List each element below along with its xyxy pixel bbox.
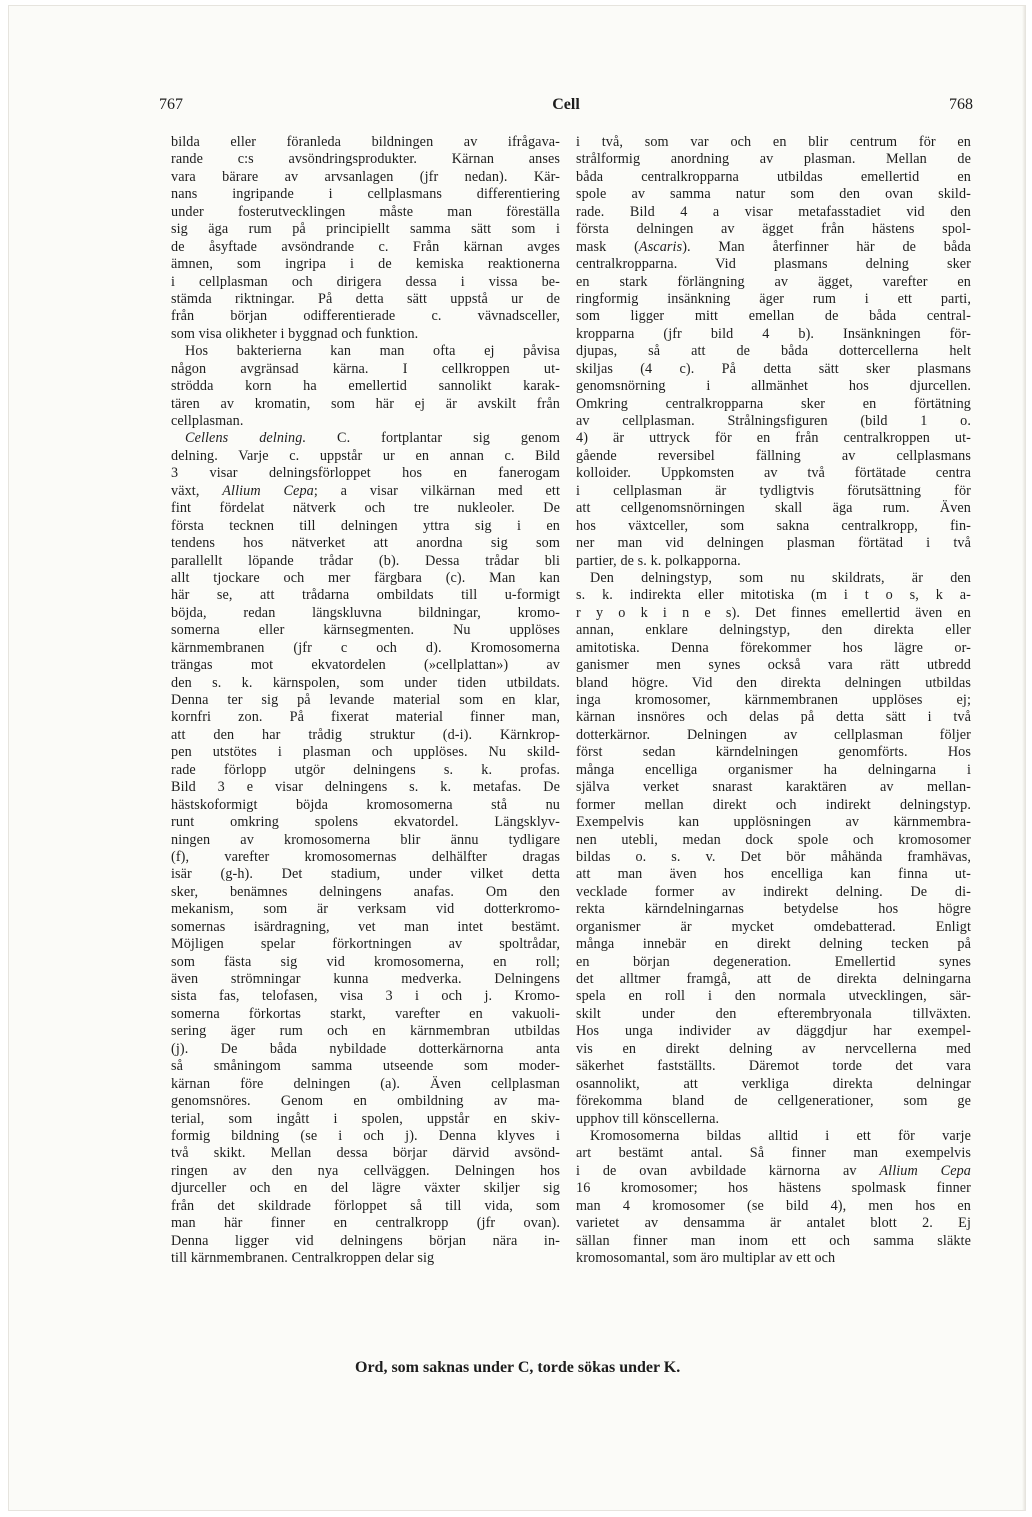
page-header — [159, 96, 973, 120]
text-line: Hos unga individer av däggdjur har exempel- — [576, 1023, 971, 1040]
text-line: kärnan före delningen (a). Även cellplasman — [171, 1075, 560, 1092]
text-line: amitotiska. Denna förekommer hos lägre or- — [576, 639, 971, 656]
text-line: genomsnörning i allmänhet hos djurcellen. — [576, 378, 971, 395]
text-line: själva verket snarast karaktären av mellan- — [576, 779, 971, 796]
text-line: ämnen, som ingripa i de kemiska reaktionerna — [171, 256, 560, 273]
text-line: r y o k i n e s). Det finnes emellertid även en — [576, 604, 971, 621]
text-line: fint fördelat nätverk och tre nukleoler. De — [171, 500, 560, 517]
text-line: ringen av den nya cellväggen. Delningen hos — [171, 1162, 560, 1179]
text-line: till kärnmembranen. Centralkroppen delar sig — [171, 1250, 435, 1266]
text-line: upphov till könscellerna. — [576, 1110, 720, 1127]
text-line: Kromosomerna bildas alltid i ett för varje — [590, 1127, 971, 1144]
text-line: Denna ter sig på levande material som en klar, — [171, 692, 560, 708]
text-line: sig äga rum på principiellt samma sätt som i — [171, 221, 560, 238]
text-line: Denna ligger vid delningens början nära in- — [171, 1232, 560, 1249]
text-line: Bild 3 e visar delningens s. k. metafas. De — [171, 779, 560, 796]
text-line: en början degeneration. Emellertid synes — [576, 953, 971, 970]
text-line: att den har trådig struktur (d-i). Kärnkrop- — [171, 726, 560, 743]
text-line: säkerhet fastställts. Däremot torde det vara — [576, 1058, 971, 1075]
text-line: som fästa sig vid kromosomerna, en roll; — [171, 953, 560, 970]
text-line: organismer är mycket omdebatterad. Enligt — [576, 918, 971, 935]
text-line: så småningom samma utseende som moder- — [171, 1058, 560, 1075]
text-line: Cellens delning. C. fortplantar sig genom — [185, 430, 560, 447]
text-line: som visa olikheter i byggnad och funktion. — [171, 325, 419, 342]
text-line: formig bildning (se i och j). Denna klyves i — [171, 1127, 560, 1144]
text-line: Omkring centralkropparna sker en förtätning — [576, 395, 971, 412]
right-text-column — [576, 134, 971, 1267]
text-line: vara bärare av arvsanlagen (jfr nedan). Kär- — [171, 168, 560, 185]
text-line: somerna förkortas starkt, varefter en vakuoli- — [171, 1005, 560, 1022]
text-line: rade. Bild 4 a visar metafasstadiet vid den — [576, 203, 971, 220]
text-line: vis en direkt delning av nervcellerna med — [576, 1040, 971, 1057]
left-text-column — [171, 134, 560, 1267]
text-line: hästskoformigt böjda kromosomerna stå nu — [171, 796, 560, 813]
text-line: 16 kromosomer; hos hästens spolmask finner — [576, 1180, 971, 1197]
text-line: ganismer men synes också vara rätt utbredd — [576, 657, 971, 674]
text-line: sällan finner man inom ett och samma släkte — [576, 1232, 971, 1249]
text-line: pen utstötes i plasman och upplöses. Nu skild- — [171, 744, 560, 761]
text-line: annan, enklare delningstyp, den direkta eller — [576, 622, 971, 639]
text-line: Den delningstyp, som nu skildrats, är den — [590, 569, 971, 586]
text-line: växt, Allium Cepa; a visar vilkärnan med ett — [171, 482, 560, 499]
running-title: Cell — [552, 96, 580, 113]
text-line: i de ovan avbildade kärnorna av Allium Cepa — [576, 1162, 971, 1179]
text-line: sker, benämnes delningens anafas. Om den — [171, 883, 560, 900]
text-line: i cellplasman är tydligtvis förutsättning för — [576, 482, 971, 499]
text-line: terial, som ingått i spolen, uppstår en skiv- — [171, 1110, 560, 1127]
text-line: gående reversibel fällning av cellplasmans — [576, 447, 971, 464]
text-line: en stark förlängning av ägget, varefter en — [576, 273, 971, 290]
text-line: parallellt löpande trådar (b). Dessa trådar bli — [171, 552, 560, 569]
text-line: Exempelvis kan upplösningen av kärnmembra- — [576, 814, 971, 831]
text-line: strålformig anordning av plasman. Mellan de — [576, 151, 971, 168]
text-line: att man även hos encelliga kan finna ut- — [576, 866, 971, 883]
text-line: man här finner en centralkropp (jfr ovan). — [171, 1215, 560, 1232]
text-line: art bestämt antal. Så finner man exempelvis — [576, 1145, 971, 1162]
text-line: dotterkärnor. Delningen av cellplasman följer — [576, 726, 971, 743]
text-line: först sedan kärndelningen genomförts. Hos — [576, 744, 971, 761]
text-line: (f), varefter kromosomernas delhälfter dragas — [171, 848, 560, 865]
text-line: cellplasman. — [171, 413, 244, 429]
text-line: centralkropparna. Vid plasmans delning sker — [576, 256, 971, 273]
text-line: s. k. indirekta eller mitotiska (m i t o s, k a- — [576, 587, 971, 604]
footer-note: Ord, som saknas under C, torde sökas under K. — [355, 1359, 681, 1376]
text-line: första delningen av ägget från hästens spol- — [576, 221, 971, 238]
text-line: sering äger rum och en kärnmembran utbildas — [171, 1023, 560, 1040]
text-line: kromosomantal, som äro multiplar av ett och — [576, 1250, 836, 1266]
text-line: 4) är uttryck för en från centralkroppen ut- — [576, 430, 971, 447]
text-line: rande c:s avsöndringsprodukter. Kärnan anses — [171, 151, 560, 168]
text-line: det alltmer framgå, att de direkta delningarna — [576, 971, 971, 987]
text-line: kärnmembranen (jfr c och d). Kromosomerna — [171, 639, 560, 656]
text-line: kolloider. Uppkomsten av två förtätade centra — [576, 465, 971, 482]
text-line: tendens hos nätverket att anordna sig som — [171, 535, 560, 552]
text-line: skiljas (4 c). På detta sätt sker plasmans — [576, 360, 971, 377]
text-line: Hos bakterierna kan man ofta ej påvisa — [185, 343, 560, 360]
text-line: isär (g-h). Det stadium, under vilket detta — [171, 866, 560, 883]
text-line: (j). De båda nybildade dotterkärnorna anta — [171, 1040, 560, 1057]
text-line: inga kromosomer, kärnmembranen upplöses ej; — [576, 692, 971, 708]
text-line: mekanism, som är verksam vid dotterkromo- — [171, 901, 560, 918]
text-line: varietet av densamma är antalet blott 2. Ej — [576, 1215, 971, 1232]
text-line: spela en roll i den normala utvecklingen, sär- — [576, 988, 971, 1005]
text-line: här se, att trådarna ombildats till u-formigt — [171, 587, 560, 604]
text-line: vecklade former av indirekt delning. De di- — [576, 883, 971, 900]
text-line: Möjligen spelar förkortningen av spoltrådar, — [171, 936, 560, 953]
text-line: stämda riktningar. På detta sätt uppstå ur de — [171, 290, 560, 307]
text-line: nans ingripande i cellplasmans differentiering — [171, 186, 560, 203]
text-line: mask (Ascaris). Man återfinner här de båda — [576, 238, 971, 255]
text-line: under fosterutvecklingen måste man föreställa — [171, 203, 560, 220]
text-line: någon avgränsad kärna. I cellkroppen ut- — [171, 360, 560, 377]
text-line: spole av samma natur som den ovan skild- — [576, 186, 971, 203]
text-line: skilt under den efterembryonala tillväxten. — [576, 1005, 971, 1022]
text-line: böjda, redan längskluvna bildningar, kromo- — [171, 604, 560, 621]
text-line: sista fas, telofasen, visa 3 i och j. Kromo- — [171, 988, 560, 1005]
text-line: båda centralkropparna utbildas emellertid en — [576, 168, 971, 185]
text-line: genomsnöres. Genom en ombildning av ma- — [171, 1093, 560, 1110]
text-line: rekta kärndelningarnas betydelse hos högre — [576, 901, 971, 918]
text-line: ringformig insänkning äger rum i ett parti, — [576, 290, 971, 307]
text-line: många encelliga organismer ha delningarna i — [576, 761, 971, 778]
text-line: runt omkring spolens ekvatordel. Längsklyv- — [171, 814, 560, 831]
text-line: somernas isärdragning, vet man intet bestämt. — [171, 918, 560, 935]
text-line: de åsyftade avsöndrande c. Från kärnan avges — [171, 238, 560, 255]
text-line: ningen av kromosomerna blir ännu tydligare — [171, 831, 560, 848]
text-line: 3 visar delningsförloppet hos en fanerogam — [171, 465, 560, 482]
text-line: även strömningar kunna medverka. Delningens — [171, 971, 560, 987]
encyclopedia-page — [9, 6, 1025, 1510]
text-line: ner man vid delningen plasman förtätad i två — [576, 535, 971, 552]
page-number-right: 768 — [949, 96, 973, 113]
text-line: bland högre. Vid den direkta delningen utbildas — [576, 674, 971, 691]
text-line: kornfri zon. På fixerat material finner man, — [171, 709, 560, 726]
text-line: i cellplasman och dirigera dessa i vissa be- — [171, 273, 560, 290]
text-line: att cellgenomsnörningen skall äga rum. Även — [576, 500, 971, 517]
text-line: allt tjockare och mer färgbara (c). Man kan — [171, 569, 560, 586]
text-line: den s. k. kärnspolen, som under tiden utbildats. — [171, 674, 560, 691]
text-line: somerna eller kärnsegmenten. Nu upplöses — [171, 622, 560, 639]
text-line: nen utebli, medan dock spole och kromosomer — [576, 831, 971, 848]
text-line: trängas mot ekvatordelen (»cellplattan») av — [171, 657, 560, 674]
text-line: förekomma bland de cellgenerationer, som ge — [576, 1093, 971, 1110]
page-number-left: 767 — [159, 96, 183, 113]
text-line: bildas o. s. v. Det bör måhända framhävas, — [576, 848, 971, 865]
text-line: hos växtceller, som sakna centralkropp, fin- — [576, 517, 971, 534]
text-line: första tecknen till delningen yttra sig i en — [171, 517, 560, 534]
text-line: från det skildrade förloppet så till vida, som — [171, 1197, 560, 1214]
text-line: som ligger mitt emellan de båda central- — [576, 308, 971, 325]
text-line: partier, de s. k. polkapporna. — [576, 552, 741, 569]
text-line: kropparna (jfr bild 4 b). Insänkningen för- — [576, 325, 971, 342]
text-line: delning. Varje c. uppstår ur en annan c. Bild — [171, 447, 560, 464]
text-line: osannolikt, att verkliga direkta delningar — [576, 1075, 971, 1092]
text-line: rade förlopp utgör delningens s. k. profas. — [171, 761, 560, 778]
text-line: former mellan direkt och indirekt delningstyp. — [576, 796, 971, 813]
text-line: djurceller och en del lägre växter skiljer sig — [171, 1180, 560, 1197]
text-line: kärnan insnöres och delas på detta sätt i två — [576, 709, 971, 726]
text-line: av cellplasman. Strålningsfiguren (bild 1 o. — [576, 413, 971, 429]
text-line: tären av kromatin, som här ej är avskilt från — [171, 395, 560, 412]
text-line: från början odifferentierade c. vävnadsceller, — [171, 308, 560, 325]
text-line: man 4 kromosomer (se bild 4), men hos en — [576, 1197, 971, 1214]
text-line: två skikt. Mellan dessa börjar därvid avsönd- — [171, 1145, 560, 1162]
text-line: bilda eller föranleda bildningen av ifrågava- — [171, 134, 560, 150]
text-line: i två, som var och en blir centrum för en — [576, 134, 971, 150]
text-line: många innebär en direkt delning tecken på — [576, 936, 971, 953]
text-line: djupas, så att de båda dottercellerna helt — [576, 343, 971, 360]
text-line: strödda korn ha emellertid sannolikt karak- — [171, 378, 560, 395]
